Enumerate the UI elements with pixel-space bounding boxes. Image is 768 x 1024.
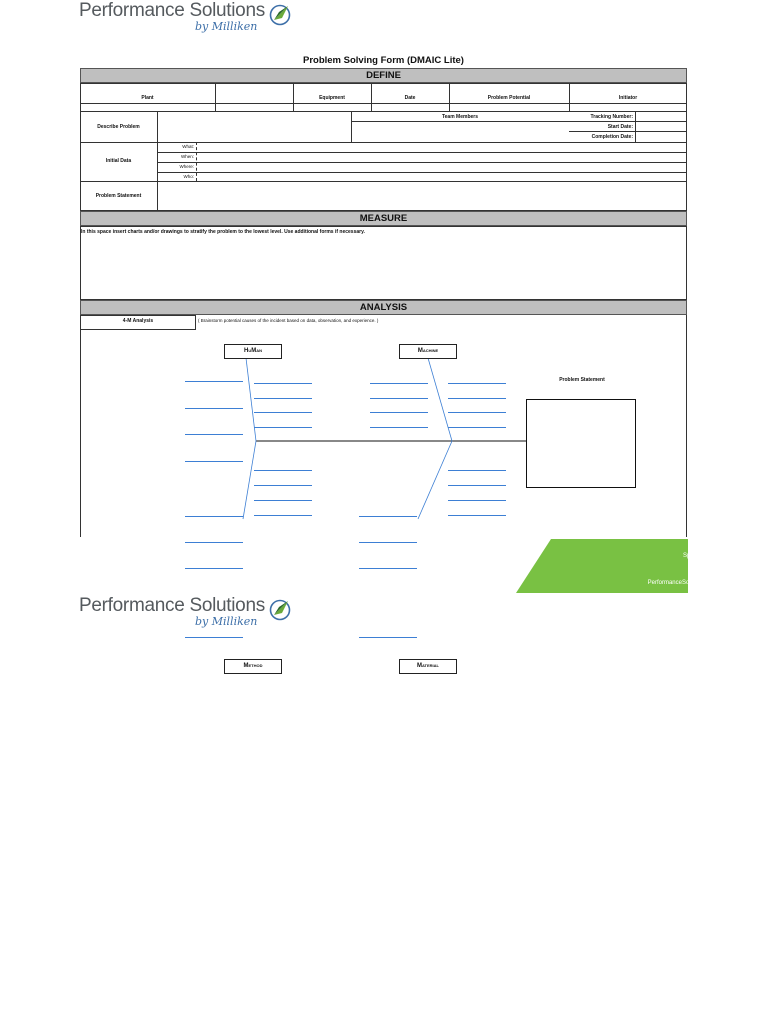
problem-statement-label: Problem Statement xyxy=(95,193,142,199)
machine-bone xyxy=(428,358,452,441)
compass-logo-icon xyxy=(267,595,293,621)
initiator-label: Initiator xyxy=(618,95,638,101)
method-bone xyxy=(243,441,256,519)
cause-line[interactable] xyxy=(448,500,506,501)
location-pin-icon: ● xyxy=(754,545,758,551)
cause-line[interactable] xyxy=(448,398,506,399)
cause-line[interactable] xyxy=(370,398,428,399)
cause-line[interactable] xyxy=(370,383,428,384)
when-label: When: xyxy=(180,154,194,159)
fishbone-problem-statement-label: Problem Statement xyxy=(559,377,605,383)
cause-line[interactable] xyxy=(254,485,312,486)
what-label: What: xyxy=(182,144,194,149)
form-title: Problem Solving Form (DMAIC Lite) xyxy=(303,55,464,66)
cause-line[interactable] xyxy=(185,381,243,382)
machine-category: Machine xyxy=(399,344,457,359)
cause-line[interactable] xyxy=(359,637,417,638)
analysis-instruction: ( Brainstorm potential causes of the incident based on data, observation, and experience. ) xyxy=(198,318,379,323)
cause-line[interactable] xyxy=(254,383,312,384)
cause-line[interactable] xyxy=(448,427,506,428)
cause-line[interactable] xyxy=(185,408,243,409)
team-members-label: Team Members xyxy=(441,114,479,120)
problem-statement-box xyxy=(527,400,636,488)
cause-line[interactable] xyxy=(359,542,417,543)
describe-problem-label: Describe Problem xyxy=(97,124,140,130)
cause-line[interactable] xyxy=(185,461,243,462)
measure-header: MEASURE xyxy=(80,211,687,226)
where-label: Where: xyxy=(179,164,194,169)
cause-line[interactable] xyxy=(254,470,312,471)
cause-line[interactable] xyxy=(254,412,312,413)
four-m-analysis-label: 4-M Analysis xyxy=(122,318,154,324)
method-category: Method xyxy=(224,659,282,674)
brand-by-page2: by Milliken xyxy=(195,615,258,628)
cause-line[interactable] xyxy=(254,427,312,428)
brand-by: by Milliken xyxy=(195,20,258,33)
cause-line[interactable] xyxy=(359,516,417,517)
cause-line[interactable] xyxy=(185,568,243,569)
date-label: Date xyxy=(404,95,416,101)
cause-line[interactable] xyxy=(185,542,243,543)
address-line2: Spartanburg, SC 29303 xyxy=(682,553,746,559)
cause-line[interactable] xyxy=(185,434,243,435)
cause-line[interactable] xyxy=(448,515,506,516)
cause-line[interactable] xyxy=(448,485,506,486)
cause-line[interactable] xyxy=(185,637,243,638)
cause-line[interactable] xyxy=(359,568,417,569)
completion-date-label: Completion Date: xyxy=(591,134,633,140)
cause-line[interactable] xyxy=(448,470,506,471)
cause-line[interactable] xyxy=(448,412,506,413)
material-category: Material xyxy=(399,659,457,674)
cause-line[interactable] xyxy=(370,427,428,428)
human-category: HuMan xyxy=(224,344,282,359)
tracking-number-label: Tracking Number: xyxy=(590,114,633,120)
cause-line[interactable] xyxy=(254,515,312,516)
phone-icon: ☏ xyxy=(750,568,758,574)
problem-potential-label: Problem Potential xyxy=(487,95,531,101)
cause-line[interactable] xyxy=(254,500,312,501)
measure-instruction: In this space insert charts and/or drawings to stratify the problem to the lowest level. Use additional forms if necessary. xyxy=(81,229,365,235)
material-bone xyxy=(418,441,452,519)
company-logo-page2 xyxy=(79,595,293,628)
phone-number: (855) 462-5639 xyxy=(704,568,746,574)
cause-line[interactable] xyxy=(254,398,312,399)
analysis-header: ANALYSIS xyxy=(80,300,687,315)
initial-data-label: Initial Data xyxy=(105,158,132,164)
cause-line[interactable] xyxy=(448,383,506,384)
brand-name-page2: Performance Solutions xyxy=(79,595,265,616)
cause-line[interactable] xyxy=(370,412,428,413)
cause-line[interactable] xyxy=(185,516,243,517)
plant-label: Plant xyxy=(141,95,154,101)
human-bone xyxy=(246,358,256,441)
address-line1: 920 Milliken Rd xyxy=(704,546,746,552)
website-link[interactable]: PerformanceSolutionsbyMilliken.com xyxy=(647,580,746,586)
start-date-label: Start Date: xyxy=(607,124,633,130)
equipment-label: Equipment xyxy=(319,95,345,101)
define-header: DEFINE xyxy=(80,68,687,83)
who-label: Who: xyxy=(183,174,194,179)
brand-name: Performance Solutions xyxy=(79,0,265,21)
globe-icon: ◉ xyxy=(752,580,758,586)
